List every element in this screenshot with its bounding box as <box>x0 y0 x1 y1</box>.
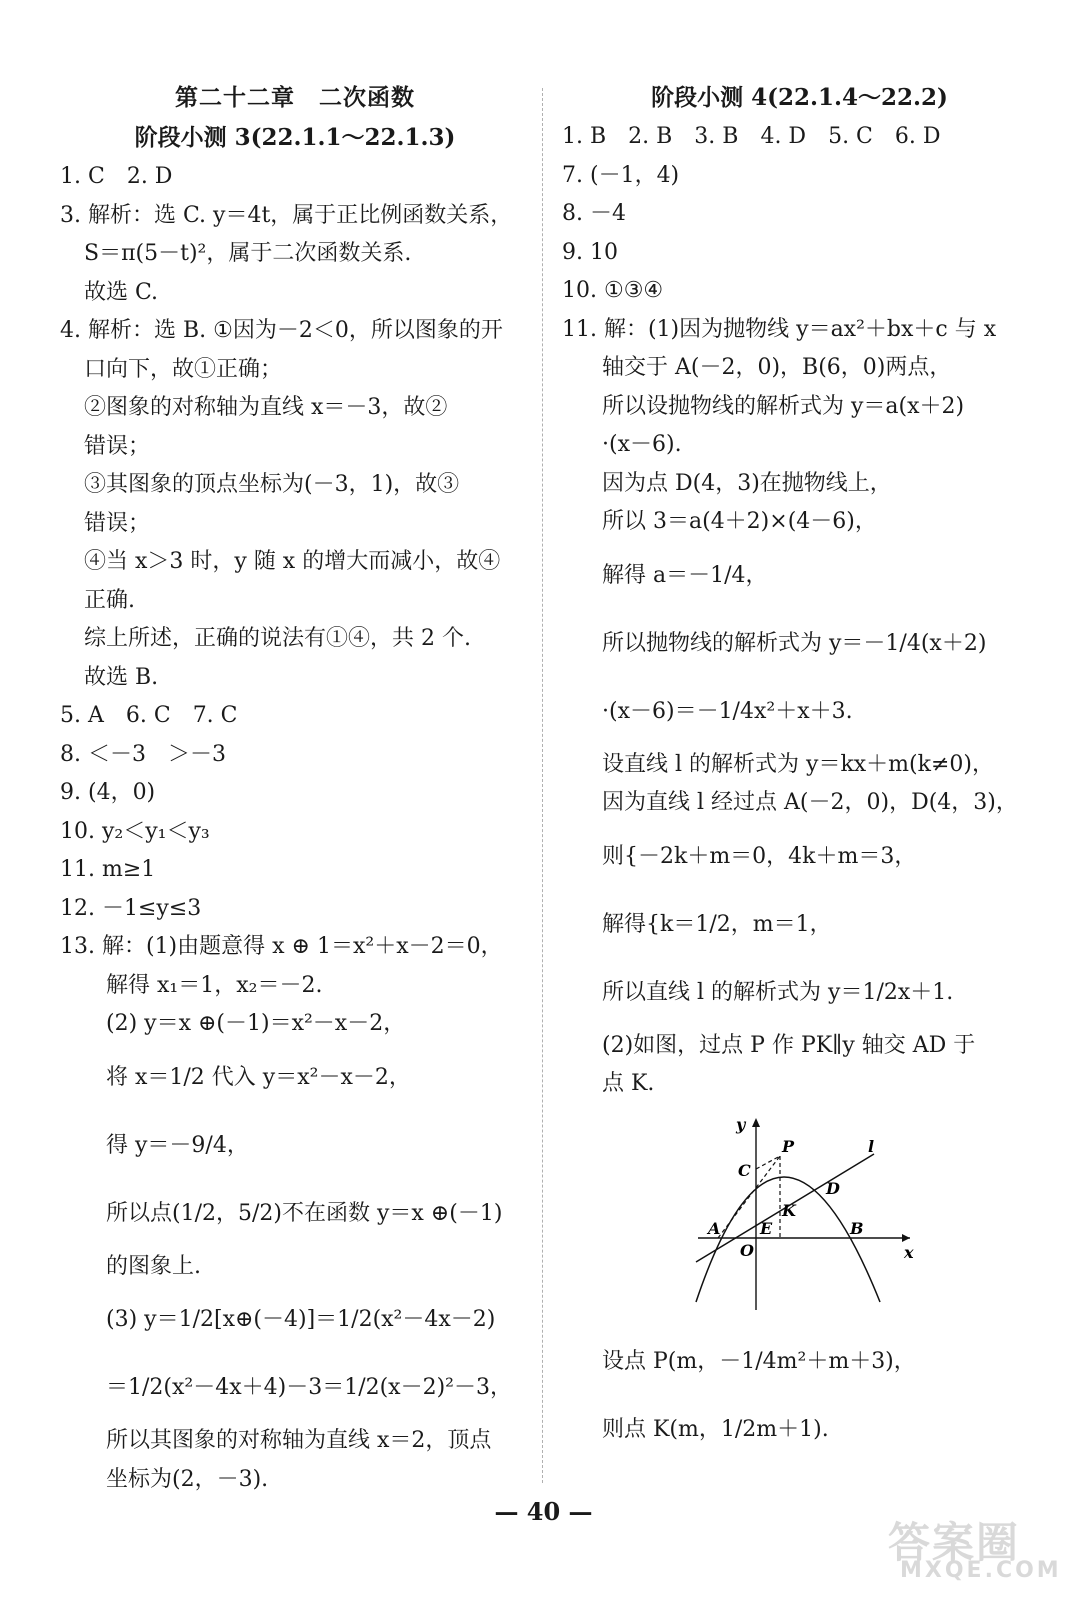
answer-line: ·(x－6). <box>602 432 682 457</box>
answer-line: 综上所述，正确的说法有①④，共 2 个. <box>84 626 471 651</box>
answer-line: 正确. <box>84 587 135 613</box>
answer-line: 解得 x₁＝1，x₂＝－2. <box>106 972 323 998</box>
answer-line: 4. 解析：选 B. ①因为－2＜0，所以图象的开 <box>60 318 503 343</box>
answer-line: 解得{k＝1/2，m＝1， <box>602 911 832 937</box>
x-axis-arrow <box>902 1234 910 1242</box>
answer-line: 将 x＝1/2 代入 y＝x²－x－2， <box>106 1064 411 1090</box>
answer-line: 所以抛物线的解析式为 y＝－1/4(x＋2) <box>602 630 987 656</box>
label-k: K <box>782 1200 796 1220</box>
section-title-4: 阶段小测 4(22.1.4～22.2) <box>651 84 948 111</box>
answer-line: S＝π(5－t)²，属于二次函数关系. <box>84 241 412 266</box>
answer-line: 11. 解：(1)因为抛物线 y＝ax²＋bx＋c 与 x <box>562 316 997 342</box>
answer-line: 9. (4，0) <box>60 780 156 805</box>
parabola-curve <box>696 1177 880 1302</box>
answer-line: 因为直线 l 经过点 A(－2，0)，D(4，3)， <box>602 790 1018 815</box>
page-number: — 40 — <box>494 1497 593 1526</box>
answer-line: 12. －1≤y≤3 <box>60 895 202 921</box>
answer-line: 1. B 2. B 3. B 4. D 5. C 6. D <box>562 124 941 149</box>
answer-line: ＝1/2(x²－4x＋4)－3＝1/2(x－2)²－3， <box>106 1375 512 1400</box>
answer-line: 轴交于 A(－2，0)，B(6，0)两点， <box>602 355 952 380</box>
answer-line: 坐标为(2，－3). <box>106 1466 269 1492</box>
answer-line: 故选 B. <box>84 664 159 690</box>
answer-line: 10. y₂＜y₁＜y₃ <box>60 818 210 844</box>
answer-line: 故选 C. <box>84 279 159 305</box>
label-d: D <box>826 1178 840 1198</box>
label-c: C <box>738 1160 751 1180</box>
column-divider <box>542 88 543 1483</box>
answer-line: 11. m≥1 <box>60 857 156 882</box>
answer-line: 13. 解：(1)由题意得 x ⊕ 1＝x²＋x－2＝0， <box>60 934 503 959</box>
watermark-logo-text: 答案圈 <box>888 1518 1021 1567</box>
answer-line: 因为点 D(4，3)在抛物线上， <box>602 470 892 496</box>
answer-line: (2)如图，过点 P 作 PK∥y 轴交 AD 于 <box>602 1032 976 1058</box>
answer-line: 9. 10 <box>562 239 618 265</box>
answer-line: 的图象上. <box>106 1253 201 1279</box>
label-e: E <box>760 1218 773 1238</box>
y-axis-arrow <box>752 1118 760 1127</box>
left-column <box>60 78 530 1499</box>
answer-line: 10. ①③④ <box>562 278 664 303</box>
answer-line: 口向下，故①正确； <box>84 356 283 382</box>
answer-line: 设点 P(m，－1/4m²＋m＋3)， <box>602 1348 916 1374</box>
answer-line: 所以点(1/2，5/2)不在函数 y＝x ⊕(－1) <box>106 1200 503 1226</box>
answer-line: 则点 K(m，1/2m＋1). <box>602 1416 829 1442</box>
label-y: y <box>736 1114 746 1134</box>
answer-line: 点 K. <box>602 1071 655 1096</box>
label-b: B <box>850 1218 864 1238</box>
segment-cp <box>756 1156 780 1169</box>
answer-line: 解得 a＝－1/4， <box>602 562 768 588</box>
answer-line: 错误； <box>84 510 151 536</box>
answer-line: ②图象的对称轴为直线 x＝－3，故② <box>84 395 448 420</box>
page-number-value: 40 <box>526 1497 561 1526</box>
answer-line: 1. C 2. D <box>60 164 173 189</box>
answer-line: 8. －4 <box>562 201 626 226</box>
label-l: l <box>868 1136 875 1156</box>
answer-line: (3) y＝1/2[x⊕(－4)]＝1/2(x²－4x－2) <box>106 1307 496 1332</box>
label-o: O <box>740 1240 754 1260</box>
answer-line: 错误； <box>84 433 151 459</box>
section-title-3: 阶段小测 3(22.1.1～22.1.3) <box>134 124 456 151</box>
answer-line: 则{－2k＋m＝0，4k＋m＝3， <box>602 843 917 869</box>
label-a: A <box>708 1218 721 1238</box>
answer-line: 所以其图象的对称轴为直线 x＝2，顶点 <box>106 1428 492 1453</box>
chapter-title: 第二十二章 二次函数 <box>175 84 415 111</box>
answer-line: 所以设抛物线的解析式为 y＝a(x＋2) <box>602 393 965 419</box>
answer-line: 3. 解析：选 C. y＝4t，属于正比例函数关系， <box>60 202 513 228</box>
watermark-url: MXQE.COM <box>900 1558 1062 1583</box>
answer-line: ·(x－6)＝－1/4x²＋x＋3. <box>602 698 853 724</box>
right-column <box>562 78 1037 1464</box>
answer-line: 所以 3＝a(4＋2)×(4－6)， <box>602 509 877 534</box>
answer-line: ③其图象的顶点坐标为(－3，1)，故③ <box>84 472 460 497</box>
answer-line: 设直线 l 的解析式为 y＝kx＋m(k≠0)， <box>602 751 994 777</box>
answer-line: (2) y＝x ⊕(－1)＝x²－x－2， <box>106 1011 406 1036</box>
answer-line: 7. (－1，4) <box>562 162 680 188</box>
label-p: P <box>782 1136 795 1156</box>
parabola-figure <box>688 1112 918 1312</box>
answer-line: ④当 x＞3 时，y 随 x 的增大而减小，故④ <box>84 549 501 574</box>
label-x: x <box>904 1242 914 1262</box>
answer-line: 所以直线 l 的解析式为 y＝1/2x＋1. <box>602 979 954 1005</box>
answer-line: 得 y＝－9/4， <box>106 1132 249 1158</box>
watermark <box>880 1510 1070 1590</box>
answer-line: 8. ＜－3 ＞－3 <box>60 741 226 767</box>
answer-line: 5. A 6. C 7. C <box>60 703 238 728</box>
